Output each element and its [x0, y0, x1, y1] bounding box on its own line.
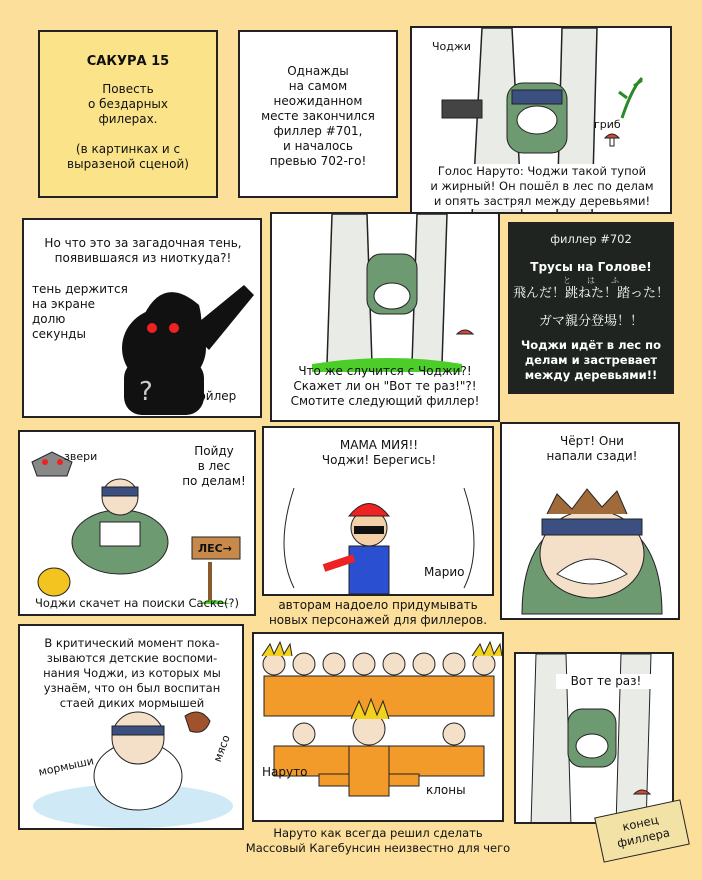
- choji-hunt-caption: Чоджи скачет на поиски Саске(?): [34, 596, 240, 610]
- episode-title: Трусы на Голове!: [530, 260, 652, 274]
- mario-label: Марио: [424, 565, 465, 579]
- japanese-title-1: 飛んだ！跳ねた！踏った！: [512, 286, 669, 301]
- panel-title: [38, 30, 218, 198]
- forest-sign: ЛЕС→: [198, 542, 232, 555]
- attack-speech: Чёрт! Они напали сзади!: [546, 434, 638, 463]
- label-mushroom: гриб: [594, 118, 621, 131]
- panel-mario: [262, 426, 494, 596]
- panel-choji-question: [270, 212, 500, 422]
- mama-mia-shout: МАМА МИЯ!! Чоджи! Берегись!: [321, 438, 437, 467]
- panel-next-episode: [508, 222, 674, 394]
- end-note: конец филлера: [615, 812, 672, 851]
- mario-caption: авторам надоело придумывать новых персонажей для филлеров.: [268, 598, 488, 627]
- question-mark: ?: [139, 377, 153, 407]
- panel-choji-forest: [18, 430, 256, 616]
- episode-number: филлер #702: [550, 232, 632, 246]
- intro-text: Однажды на самом неожиданном месте закончился филлер #701, и началось превью 702-го!: [261, 64, 375, 168]
- title-description: Повесть о бездарных филерах. (в картинках и с выразеной сценой): [67, 82, 189, 171]
- panel-shadow: [22, 218, 262, 418]
- comic-title: САКУРА 15: [86, 54, 170, 69]
- spoiler-label: спойлер: [184, 389, 237, 403]
- naruto-label: Наруто: [262, 765, 308, 779]
- mystery-question: Но что это за загадочная тень, появившаяся из ниоткуда?!: [44, 236, 242, 265]
- episode-description: Чоджи идёт в лес по делам и застревает между деревьями!!: [521, 338, 661, 382]
- naruto-voice-caption: Голос Наруто: Чоджи такой тупой и жирный! Он пошёл в лес по делам и опять застрял между деревьями!: [414, 164, 670, 209]
- clones-label: клоны: [426, 783, 466, 797]
- japanese-title-2: ガマ親分登場！！: [538, 314, 643, 329]
- naruto-clones-drawing: [254, 634, 504, 822]
- panel-final: [514, 652, 674, 824]
- cliffhanger-text: Что же случится с Чоджи?! Скажет ли он "Вот те раз!"?! Смотите следующий филлер!: [290, 364, 480, 408]
- shadow-duration-note: тень держится на экране долю секунды: [32, 282, 128, 341]
- choji-speech: Пойду в лес по делам!: [182, 444, 246, 488]
- japanese-ruby: と は ふ: [563, 276, 619, 285]
- panel-intro: [238, 30, 398, 198]
- label-choji: Чоджи: [432, 40, 471, 53]
- beasts-label: звери: [64, 450, 98, 463]
- panel-choji-stuck: [410, 26, 672, 214]
- memories-text: В критический момент пока- зываются детские воспоми- нания Чоджи, из которых мы узнаём, что он был воспитан стаей диких мормышей: [43, 636, 221, 710]
- clones-caption: Наруто как всегда решил сделать Массовый Кагебунсин неизвестно для чего: [245, 826, 511, 855]
- meat-label: мясо: [211, 733, 233, 764]
- panel-clones: [252, 632, 504, 822]
- panel-memories: [18, 624, 244, 830]
- final-exclamation: Вот те раз!: [556, 674, 656, 689]
- panel-attack: [500, 422, 680, 620]
- mormyshi-label: мормыши: [37, 754, 95, 779]
